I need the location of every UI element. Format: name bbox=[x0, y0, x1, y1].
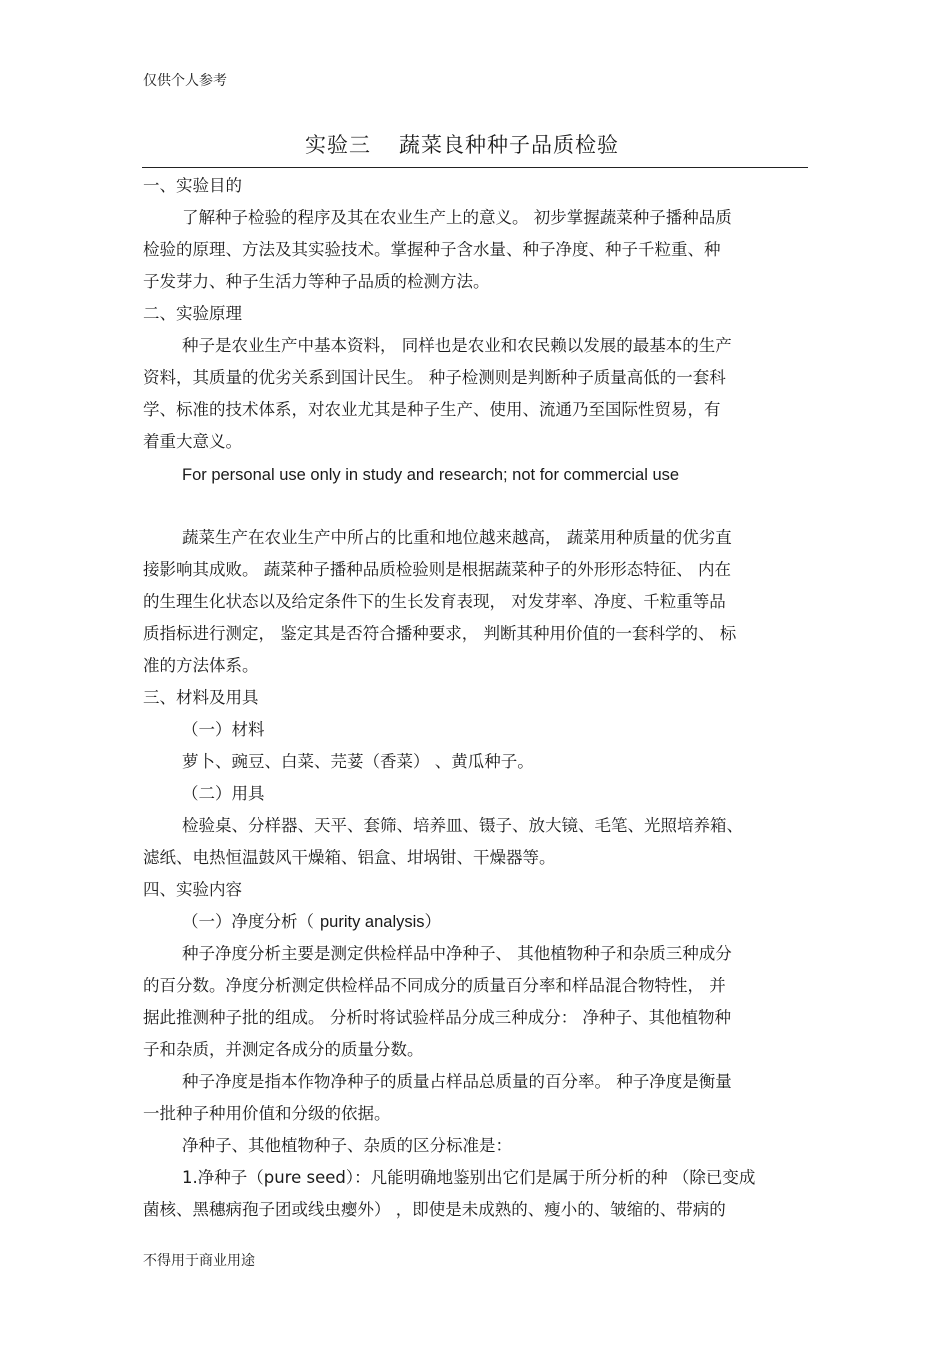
s4-paragraph-line: 据此推测种子批的组成。 分析时将试验样品分成三种成分： 净种子、其他植物种 bbox=[143, 1008, 731, 1027]
s2-paragraph-line: 的生理生化状态以及给定条件下的生长发育表现， 对发芽率、净度、千粒重等品 bbox=[143, 592, 726, 611]
s4-subheading-purity-cn: （一）净度分析（ bbox=[182, 912, 314, 931]
page-title bbox=[305, 129, 619, 159]
s4-criteria-intro: 净种子、其他植物种子、杂质的区分标准是： bbox=[182, 1136, 512, 1155]
s3-subheading-materials: （一）材料 bbox=[182, 720, 265, 739]
s1-paragraph-line: 检验的原理、方法及其实验技术。掌握种子含水量、种子净度、种子千粒重、种 bbox=[143, 240, 721, 259]
s1-paragraph-line: 子发芽力、种子生活力等种子品质的检测方法。 bbox=[143, 272, 490, 291]
s2-paragraph-line: 准的方法体系。 bbox=[143, 656, 259, 675]
s3-tools-line: 检验桌、分样器、天平、套筛、培养皿、镊子、放大镜、毛笔、光照培养箱、 bbox=[182, 816, 743, 835]
header-note: 仅供个人参考 bbox=[143, 73, 227, 89]
title-text: 蔬菜良种种子品质检验 bbox=[399, 133, 619, 157]
footer-note: 不得用于商业用途 bbox=[143, 1253, 255, 1269]
section-3-heading: 三、材料及用具 bbox=[143, 688, 259, 707]
s4-paragraph-line: 种子净度分析主要是测定供检样品中净种子、 其他植物种子和杂质三种成分 bbox=[182, 944, 732, 963]
title-divider bbox=[142, 167, 808, 168]
s4-paragraph-line: 一批种子种用价值和分级的依据。 bbox=[143, 1104, 391, 1123]
s3-materials-list: 萝卜、豌豆、白菜、芫荽（香菜） 、黄瓜种子。 bbox=[182, 752, 534, 771]
s4-paragraph-line: 的百分数。净度分析测定供检样品不同成分的质量百分率和样品混合物特性， 并 bbox=[143, 976, 726, 995]
s3-tools-line: 滤纸、电热恒温鼓风干燥箱、铝盒、坩埚钳、干燥器等。 bbox=[143, 848, 556, 867]
s4-paragraph-line: 种子净度是指本作物净种子的质量占样品总质量的百分率。 种子净度是衡量 bbox=[182, 1072, 732, 1091]
section-2-heading: 二、实验原理 bbox=[143, 304, 242, 323]
s2-paragraph-line: 着重大意义。 bbox=[143, 432, 242, 451]
section-4-heading: 四、实验内容 bbox=[143, 880, 242, 899]
s2-paragraph-line: 质指标进行测定， 鉴定其是否符合播种要求， 判断其种用价值的一套科学的、 标 bbox=[143, 624, 737, 643]
s2-paragraph-line: 种子是农业生产中基本资料， 同样也是农业和农民赖以发展的最基本的生产 bbox=[182, 336, 732, 355]
s3-subheading-tools: （二）用具 bbox=[182, 784, 265, 803]
s1-paragraph-line: 了解种子检验的程序及其在农业生产上的意义。 初步掌握蔬菜种子播种品质 bbox=[182, 208, 732, 227]
s2-paragraph-line: 资料，其质量的优劣关系到国计民生。 种子检测则是判断种子质量高低的一套科 bbox=[143, 368, 726, 387]
personal-use-note: For personal use only in study and research; not for commercial use bbox=[182, 466, 680, 484]
s4-subheading-purity bbox=[182, 912, 441, 932]
title-experiment-number: 实验三 bbox=[305, 133, 371, 157]
s2-paragraph-line: 接影响其成败。 蔬菜种子播种品质检验则是根据蔬菜种子的外形形态特征、 内在 bbox=[143, 560, 731, 579]
section-1-heading: 一、实验目的 bbox=[143, 176, 242, 195]
s4-paragraph-line: 子和杂质，并测定各成分的质量分数。 bbox=[143, 1040, 424, 1059]
s4-subheading-purity-en: purity analysis） bbox=[320, 913, 442, 931]
s4-pure-seed-line: 菌核、黑穗病孢子团或线虫瘿外） ，即使是未成熟的、瘦小的、皱缩的、带病的 bbox=[143, 1200, 726, 1219]
s2-paragraph-line: 学、标准的技术体系，对农业尤其是种子生产、使用、流通乃至国际性贸易，有 bbox=[143, 400, 721, 419]
s4-pure-seed-line: 1.净种子（pure seed）：凡能明确地鉴别出它们是属于所分析的种 （除已变成 bbox=[182, 1168, 756, 1187]
s2-paragraph-line: 蔬菜生产在农业生产中所占的比重和地位越来越高， 蔬菜用种质量的优劣直 bbox=[182, 528, 732, 547]
